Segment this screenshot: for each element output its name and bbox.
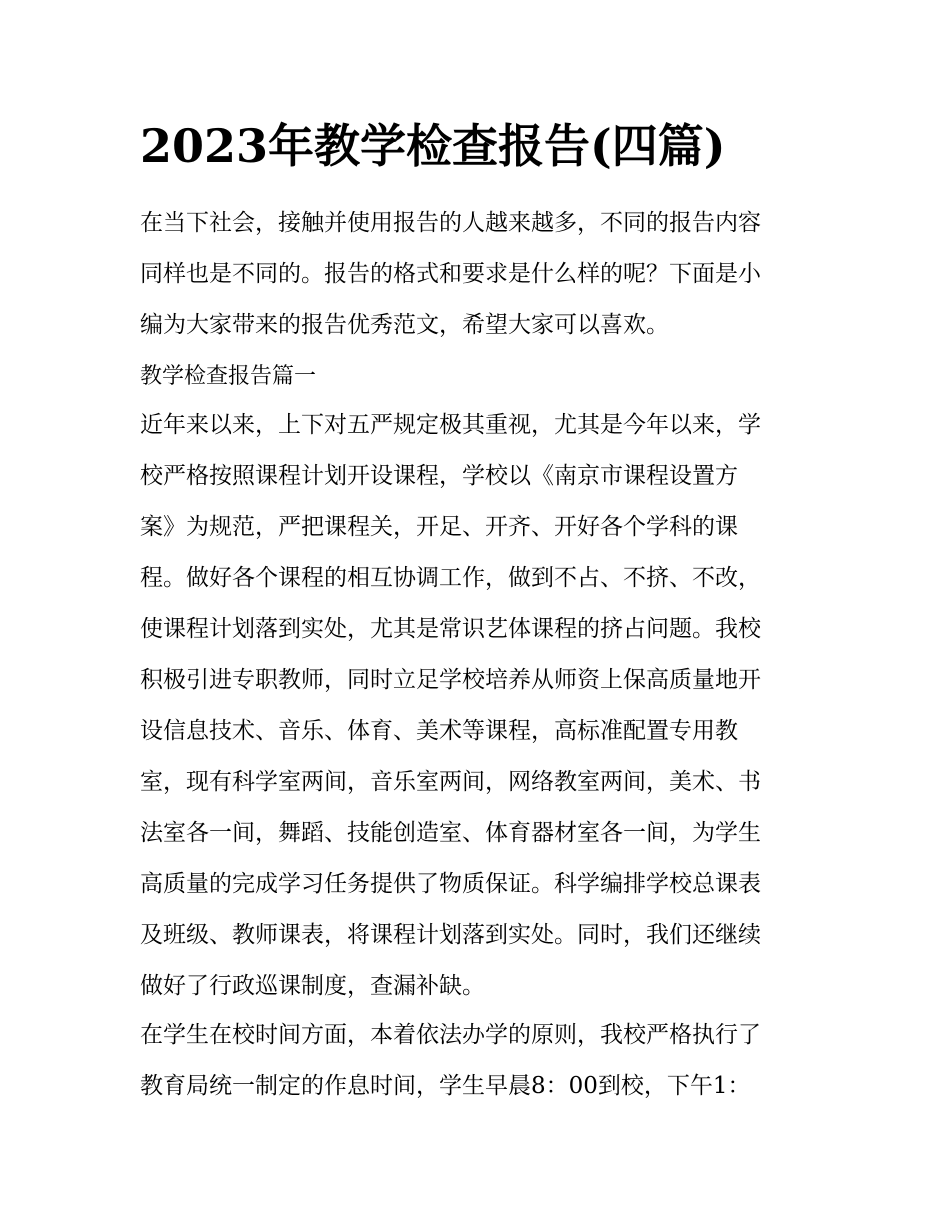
text-line: 及班级、教师课表，将课程计划落到实处。同时，我们还继续 bbox=[140, 922, 761, 948]
text-line: 法室各一间，舞蹈、技能创造室、体育器材室各一间，为学生 bbox=[140, 820, 761, 846]
text-line: 使课程计划落到实处，尤其是常识艺体课程的挤占问题。我校 bbox=[140, 616, 761, 642]
text-line: 设信息技术、音乐、体育、美术等课程，高标准配置专用教 bbox=[140, 718, 738, 744]
text-line: 高质量的完成学习任务提供了物质保证。科学编排学校总课表 bbox=[140, 871, 761, 897]
text-line: 程。做好各个课程的相互协调工作，做到不占、不挤、不改， bbox=[140, 565, 761, 591]
text-line: 在学生在校时间方面，本着依法办学的原则，我校严格执行了 bbox=[140, 1022, 761, 1048]
text-line: 案》为规范，严把课程关，开足、开齐、开好各个学科的课 bbox=[140, 514, 738, 540]
document-title: 2023年教学检查报告(四篇) bbox=[140, 119, 726, 173]
text-line: 做好了行政巡课制度，查漏补缺。 bbox=[140, 973, 485, 999]
section-heading: 教学检查报告篇一 bbox=[140, 364, 317, 389]
text-line: 在当下社会，接触并使用报告的人越来越多，不同的报告内容 bbox=[140, 210, 761, 236]
text-line: 积极引进专职教师，同时立足学校培养从师资上保高质量地开 bbox=[140, 667, 761, 693]
body-paragraph-1 bbox=[140, 400, 815, 1012]
text-line: 编为大家带来的报告优秀范文，希望大家可以喜欢。 bbox=[140, 312, 669, 338]
text-line: 近年来以来，上下对五严规定极其重视，尤其是今年以来，学 bbox=[140, 412, 761, 438]
intro-paragraph bbox=[140, 198, 815, 351]
text-line: 室，现有科学室两间，音乐室两间，网络教室两间，美术、书 bbox=[140, 769, 761, 795]
text-line: 校严格按照课程计划开设课程，学校以《南京市课程设置方 bbox=[140, 463, 738, 489]
text-line: 同样也是不同的。报告的格式和要求是什么样的呢？下面是小 bbox=[140, 261, 761, 287]
body-paragraph-2 bbox=[140, 1010, 815, 1112]
text-line: 教育局统一制定的作息时间，学生早晨8：00到校，下午1： bbox=[140, 1073, 751, 1099]
